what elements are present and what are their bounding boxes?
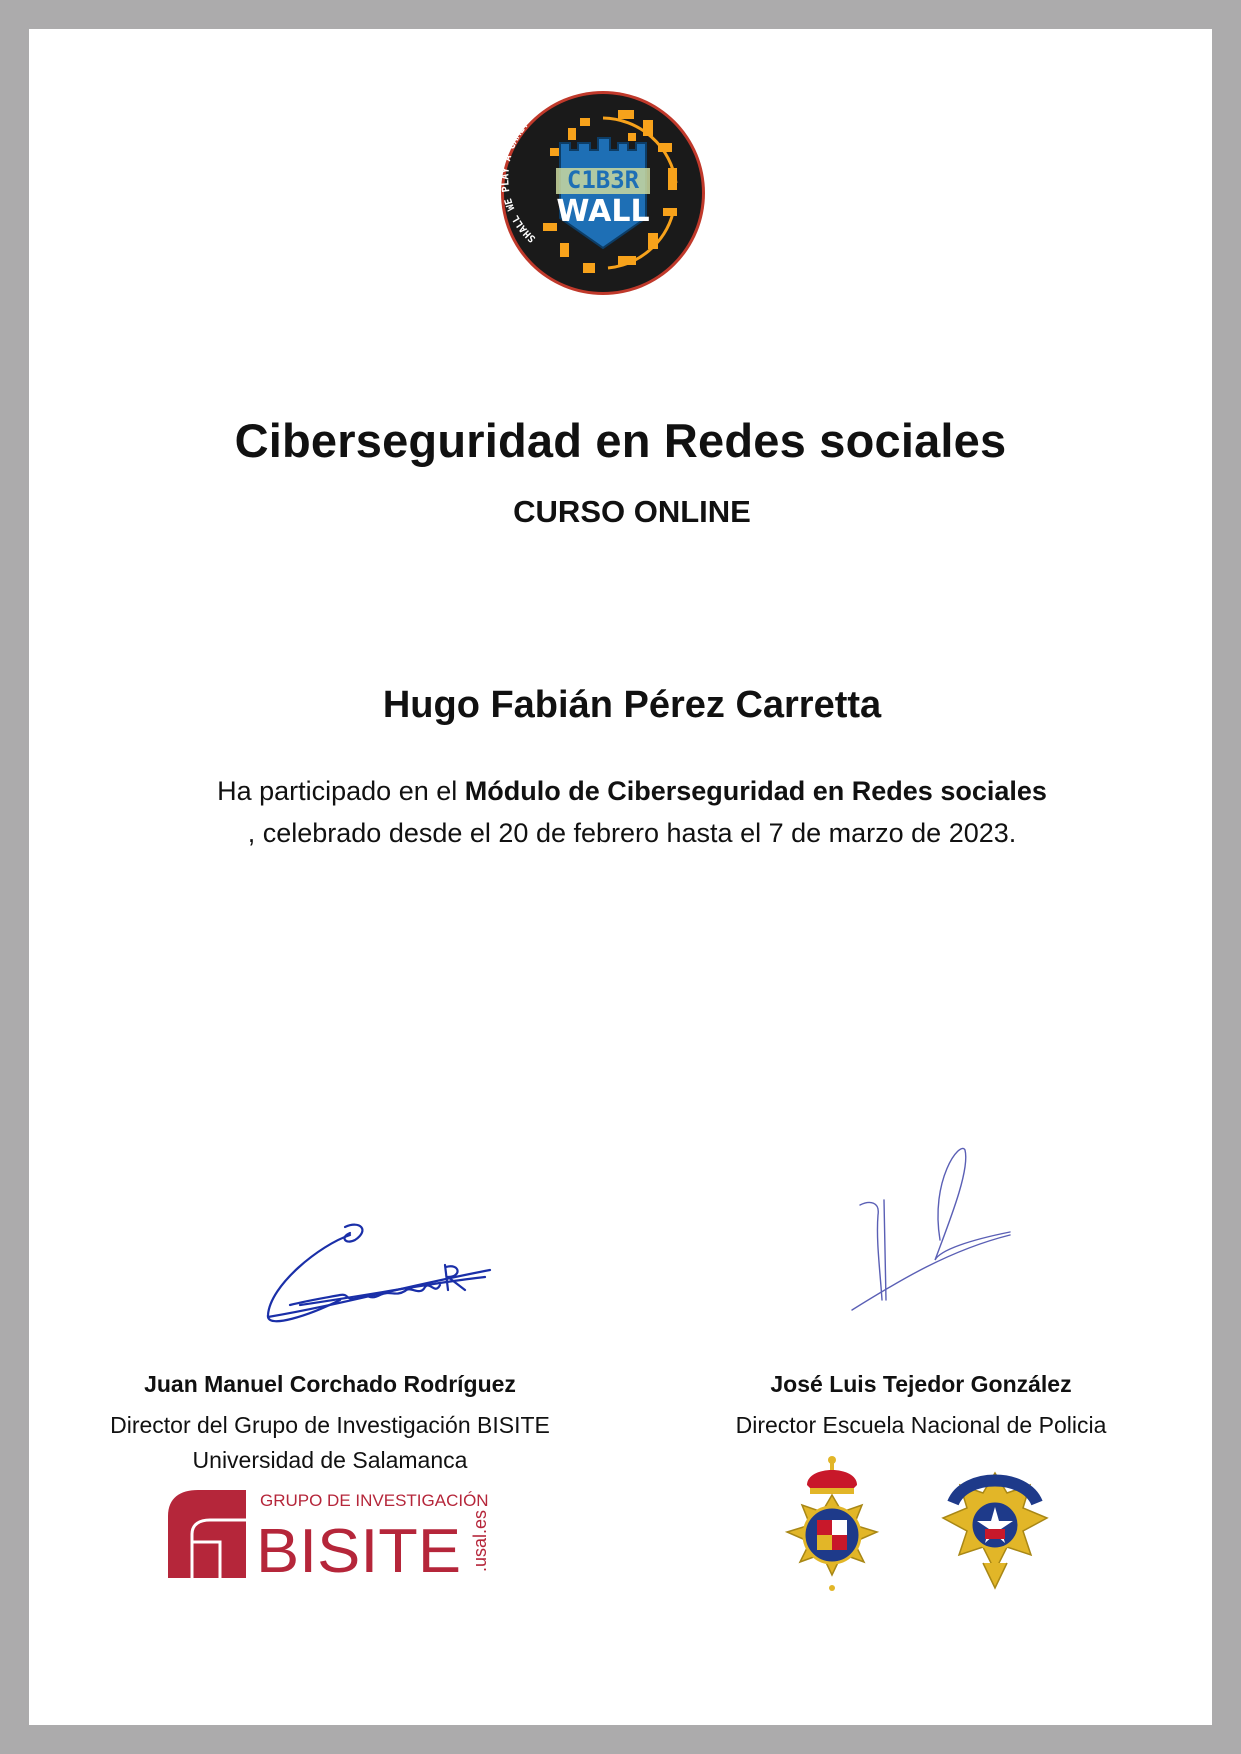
logo-line1: C1B3R [566,166,640,194]
bisite-logo-top: GRUPO DE INVESTIGACIÓN [260,1491,489,1510]
signer-left [80,1367,580,1478]
course-title: Ciberseguridad en Redes sociales [234,414,1007,467]
bisite-logo-domain: .usal.es [470,1509,490,1572]
recipient-name: Hugo Fabián Pérez Carretta [382,684,882,726]
bisite-logo-main: BISITE [256,1517,461,1578]
signer-institution: Universidad de Salamanca [192,1447,468,1473]
certificate-module: Módulo de Ciberseguridad en Redes sociales [464,776,1047,806]
certificate-text [0,776,1241,807]
signer-role: Director del Grupo de Investigación BISITE [110,1412,550,1438]
bisite-logo [168,1488,493,1578]
logo-ring-text: SHALL WE PLAY A GAME? [500,119,539,244]
course-type: CURSO ONLINE [513,494,751,529]
signer-name: José Luis Tejedor González [770,1371,1072,1397]
certificate-dates: , celebrado desde el 20 de febrero hasta el 7 de marzo de 2023. [247,818,1017,848]
signer-role: Director Escuela Nacional de Policia [735,1412,1107,1438]
certificate-text-prefix: Ha participado en el [217,776,465,806]
signer-right [690,1367,1152,1443]
escuela-nacional-badge [935,1463,1055,1598]
policia-nacional-badge [772,1450,892,1600]
cyberwall-logo [498,88,708,298]
signature-tejedor [840,1140,1020,1320]
logo-line2: WALL [556,194,650,229]
signature-corchado [250,1205,495,1330]
signer-name: Juan Manuel Corchado Rodríguez [144,1371,516,1397]
